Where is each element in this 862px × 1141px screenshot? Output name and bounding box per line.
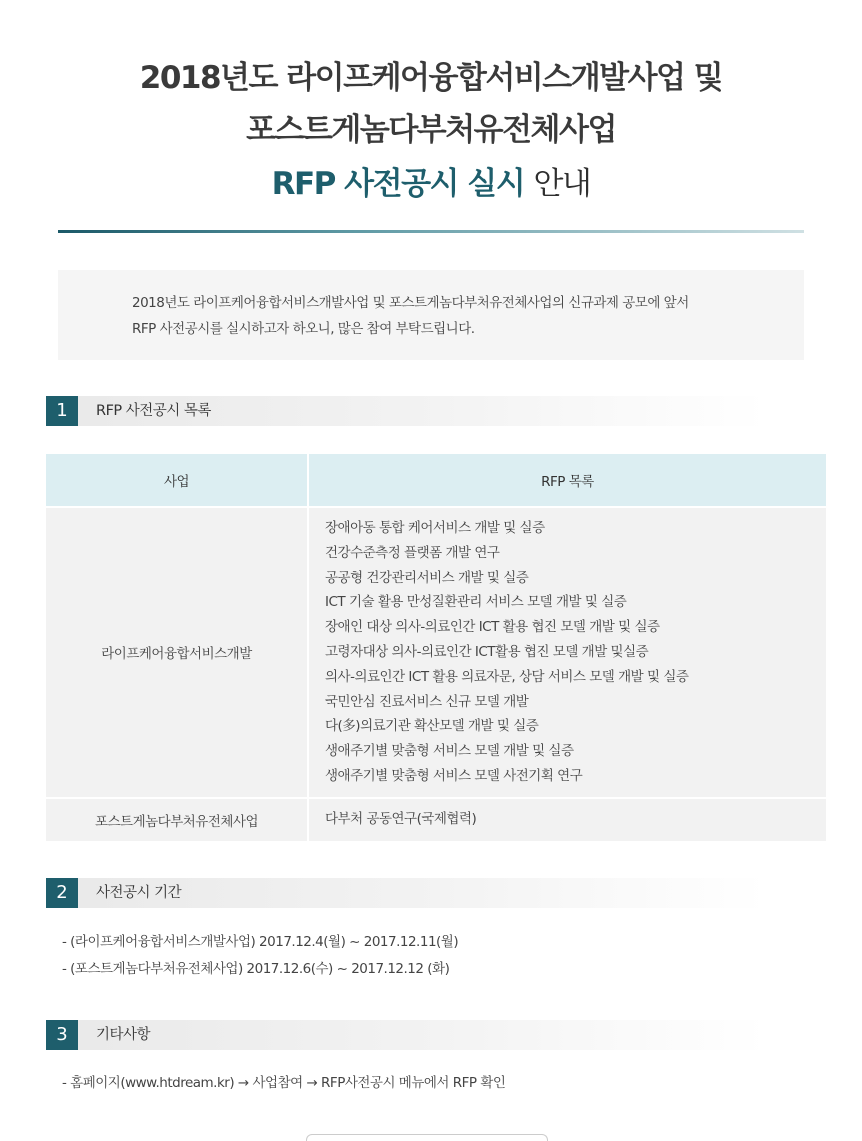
section-title: 사전공시 기간 [96,885,182,901]
title-line-3 [0,158,862,210]
header-rfp-list: RFP 목록 [308,454,826,507]
section-number-badge: 2 [46,878,78,908]
section-1-heading [46,396,766,426]
section-title: 기타사항 [96,1027,151,1043]
etc-list [62,1070,505,1097]
title-divider [58,230,804,233]
section-heading-bar [46,1020,766,1050]
rfp-item: 다부처 공동연구(국제협력) [325,811,477,828]
rfp-item: ICT 기술 활용 만성질환관리 서비스 모델 개발 및 실증 [325,594,627,611]
table-header-row [46,454,826,507]
section-title: RFP 사전공시 목록 [96,403,211,419]
table-row [46,798,826,841]
period-list [62,929,458,983]
rfp-item: 장애아동 통합 케어서비스 개발 및 실증 [325,520,545,536]
rfp-item: 장애인 대상 의사-의료인간 ICT 활용 협진 모델 개발 및 실증 [325,619,660,636]
section-number-badge: 3 [46,1020,78,1050]
rfp-list [308,798,826,841]
header-business: 사업 [46,454,308,507]
title-line-1: 2018년도 라이프케어융합서비스개발사업 및 [139,60,723,96]
title-rest-text: 안내 [533,166,591,202]
rfp-item: 국민안심 진료서비스 신규 모델 개발 [325,693,529,710]
rfp-list [308,507,826,798]
period-line: - (라이프케어융합서비스개발사업) 2017.12.4(월) ~ 2017.12.11(월) [62,934,459,950]
title-accent-text: RFP 사전공시 실시 [271,166,525,202]
intro-line-1: 2018년도 라이프케어융합서비스개발사업 및 포스트게놈다부처유전체사업의 신규과제 공모에 앞서 [132,295,689,311]
section-2-heading [46,878,766,908]
notice-title [0,52,862,210]
rfp-item: 생애주기별 맞춤형 서비스 모델 개발 및 실증 [325,743,574,760]
etc-line: - 홈페이지(www.htdream.kr) → 사업참여 → RFP사전공시 메뉴에서 RFP 확인 [62,1075,506,1091]
table-row [46,507,826,798]
rfp-item: 생애주기별 맞춤형 서비스 모델 사전기획 연구 [325,767,583,784]
intro-line-2: RFP 사전공시를 실시하고자 하오니, 많은 참여 부탁드립니다. [132,321,475,337]
period-line: - (포스트게놈다부처유전체사업) 2017.12.6(수) ~ 2017.12.12 (화) [62,961,450,977]
rfp-item: 공공형 건강관리서비스 개발 및 실증 [325,569,529,586]
business-name: 라이프케어융합서비스개발 [46,507,308,798]
intro-box [58,270,804,360]
rfp-item: 다(多)의료기관 확산모델 개발 및 실증 [325,718,539,735]
section-3-heading [46,1020,766,1050]
section-number-badge: 1 [46,396,78,426]
title-line-2: 포스트게놈다부처유전체사업 [246,112,616,148]
rfp-table [46,454,826,841]
rfp-item: 고령자대상 의사-의료인간 ICT활용 협진 모델 개발 및실증 [325,643,649,660]
business-name: 포스트게놈다부처유전체사업 [46,798,308,841]
rfp-item: 의사-의료인간 ICT 활용 의료자문, 상담 서비스 모델 개발 및 실증 [325,668,689,685]
rfp-item: 건강수준측정 플랫폼 개발 연구 [325,544,500,561]
